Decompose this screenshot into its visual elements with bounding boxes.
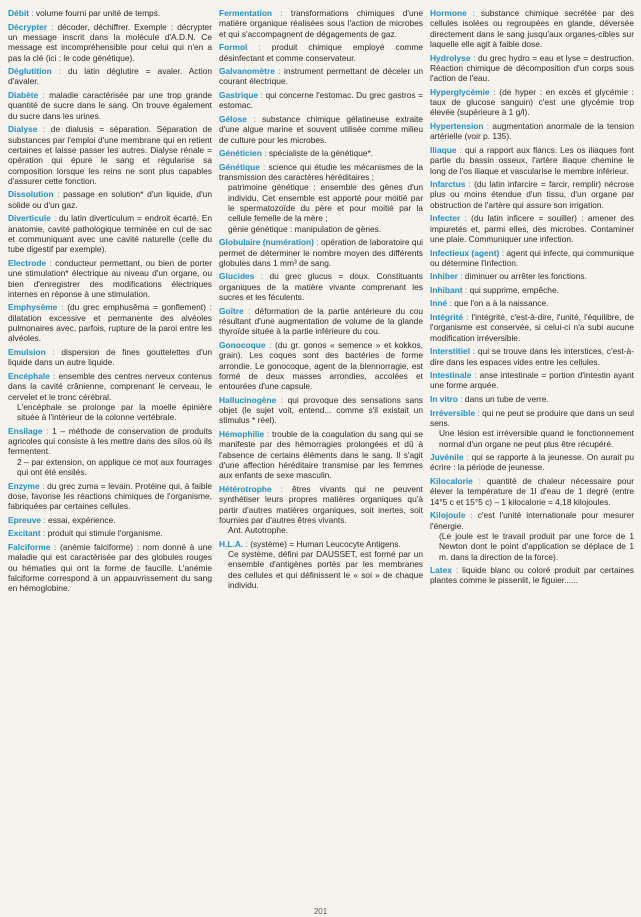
glossary-entry — [219, 484, 423, 536]
entry-term: Goître — [219, 305, 244, 316]
entry-definition: (du latin infarcire = farcir, remplir) nécrose plus ou moins étendue d'un tissu, d'un organe par obstruction de l'artère qui assure son irrigation. — [430, 179, 634, 210]
glossary-entry — [8, 528, 212, 538]
entry-separator: : — [49, 370, 59, 381]
entry-separator: : — [463, 312, 472, 322]
entry-term: Encéphale — [8, 370, 50, 381]
entry-first-line — [8, 90, 212, 121]
entry-first-line — [430, 370, 634, 391]
entry-definition: produit qui stimule l'organisme. — [47, 528, 163, 539]
entry-separator: : — [50, 213, 59, 224]
entry-first-line — [219, 271, 423, 302]
entry-first-line — [219, 340, 423, 392]
entry-definition: trouble de la coagulation du sang qui se manifeste par des hémorragies prolongées et dû à l'absence de certains éléments dans le sang. Il s'agit d'une affection héréditaire transmise par les femmes aux enfants de sexe masculin. — [219, 428, 423, 481]
entry-definition: décoder, déchiffrer. Exemple : décrypter un message inscrit dans la molécule d'A.D.N. Ce message est incompréhensible pour celui qui n'en a pas la clé (ici : le code génétique). — [8, 21, 212, 63]
entry-definition: substance chimique secrétée par des cellules isolées ou regroupées en glande, déversée directement dans le sang jusqu'aux organes-cibles sur laquelle elle agit à faible dose. — [430, 8, 634, 50]
entry-definition: l'intégrité, c'est-à-dire, l'unité, l'équilibre, de l'organisme est conservée, si celui-ci n'a subi aucune modification irréversible. — [430, 312, 634, 343]
entry-first-line — [8, 542, 212, 594]
entry-separator: : — [457, 393, 465, 404]
glossary-entry — [430, 248, 634, 269]
glossary-entry — [430, 346, 634, 367]
entry-separator: : — [466, 8, 481, 18]
entry-definition: volume fourni par unité de temps. — [35, 8, 161, 18]
entry-term: Falciforme — [8, 541, 51, 552]
glossary-entry — [219, 148, 423, 158]
entry-continuation — [430, 428, 634, 449]
entry-first-line — [8, 481, 212, 512]
glossary-entry — [219, 237, 423, 268]
glossary-entry — [8, 371, 212, 423]
glossary-entry — [8, 347, 212, 368]
entry-term: Décrypter — [8, 21, 48, 32]
entry-separator: : — [38, 89, 50, 100]
entry-separator: : — [313, 237, 321, 248]
entry-separator: : — [465, 510, 478, 521]
entry-first-line — [219, 162, 423, 183]
entry-term: Irréversible — [430, 407, 476, 418]
entry-definition: L'encéphale se prolonge par la moelle épinière située à l'intérieur de la colonne vertébrale. — [17, 401, 212, 423]
entry-term: Emulsion — [8, 347, 46, 357]
entry-separator: : — [42, 425, 53, 436]
entry-term: Kilojoule — [430, 510, 466, 521]
glossary-entry — [219, 162, 423, 234]
entry-term: Hyperglycémie — [430, 86, 490, 97]
entry-definition: 2 – par extension, on applique ce mot aux fourrages qui ont été ensilés. — [17, 456, 212, 478]
entry-term: Intestinale — [430, 370, 472, 381]
entry-separator: : — [460, 213, 472, 224]
entry-term: Latex — [430, 565, 452, 576]
entry-term: Ensilage — [8, 425, 43, 436]
entry-term: Enzyme — [8, 480, 40, 491]
entry-first-line — [8, 302, 212, 343]
entry-separator: : — [37, 124, 51, 135]
glossary-entry — [8, 124, 212, 186]
glossary-entry — [8, 90, 212, 121]
entry-first-line — [8, 515, 212, 525]
entry-definition: qui ne peut se produire que dans un seul sens. — [430, 407, 634, 428]
entry-first-line — [8, 189, 212, 210]
entry-term: Fermentation — [219, 8, 273, 18]
entry-term: Débit — [8, 8, 29, 18]
glossary-entry — [8, 213, 212, 254]
glossary-entry — [430, 394, 634, 404]
entry-definition: (Le joule est le travail produit par une force de 1 Newton dont le point d'application se déplace de 1 m. dans la direction de la force). — [439, 530, 634, 562]
entry-first-line — [430, 285, 634, 295]
glossary-entry — [219, 90, 423, 111]
entry-separator: : — [272, 8, 291, 18]
entry-first-line — [219, 429, 423, 481]
glossary-entry — [8, 302, 212, 343]
entry-separator: : — [40, 528, 48, 539]
entry-separator: : — [258, 89, 266, 100]
entry-term: Gastrique — [219, 89, 259, 100]
entry-term: Généticien — [219, 148, 262, 159]
entry-first-line — [8, 258, 212, 299]
glossary-entry — [219, 340, 423, 392]
entry-definition: (système) = Human Leucocyte Antigens. — [250, 538, 401, 549]
entry-first-line — [430, 271, 634, 281]
entry-definition: qui se trouve dans les interstices, c'est-à-dire dans les espaces vides entre les cellules. — [430, 346, 634, 367]
glossary-column-2 — [219, 8, 423, 908]
entry-separator: : — [489, 86, 500, 97]
glossary-entry — [219, 114, 423, 145]
entry-term: Inné — [430, 298, 448, 309]
entry-term: Inhibant — [430, 284, 463, 295]
entry-first-line — [219, 42, 423, 63]
entry-term: Infarctus — [430, 179, 466, 190]
entry-term: Juvénile — [430, 452, 464, 463]
glossary-entry — [430, 53, 634, 84]
entry-definition: liquide blanc ou coloré produit par certaines plantes comme le pissenlit, le figuier...... — [430, 565, 634, 586]
entry-separator: : — [246, 113, 262, 124]
entry-separator: : — [261, 148, 269, 159]
entry-definition: qui se rapporte à la jeunesse. On aurait pu écrire : la période de jeunesse. — [430, 452, 634, 473]
entry-separator: : — [50, 541, 61, 552]
entry-definition: conducteur permettant, ou bien de porter une stimulation* électrique au niveau d'un organe, ou bien d'enregistrer des modifications électriques internes en réponse à une stimulation. — [8, 257, 212, 299]
entry-definition: du grec glucus = doux. Constituants organiques de la matière vivante comprenant les sucres et les féculents. — [219, 271, 423, 303]
entry-separator: : — [243, 538, 251, 549]
entry-first-line — [430, 394, 634, 404]
entry-first-line — [430, 121, 634, 142]
entry-term: Génétique — [219, 161, 260, 172]
entry-definition: 1 – méthode de conservation de produits agricoles qui consiste à les mettre dans des silos où ils fermentent. — [8, 425, 212, 457]
entry-first-line — [430, 179, 634, 210]
entry-separator: : — [28, 8, 36, 18]
glossary-entry — [8, 8, 212, 18]
entry-separator: : — [247, 42, 272, 53]
entry-separator: : — [39, 480, 48, 491]
glossary-entry — [219, 271, 423, 302]
entry-separator: : — [470, 52, 478, 63]
glossary-entry — [219, 306, 423, 337]
entry-definition: déformation de la partie antérieure du cou résultant d'une augmentation de volume de la glande thyroïde située à la partie inférieure du cou. — [219, 305, 423, 337]
entry-definition: diminuer ou arrêter les fonctions. — [464, 271, 587, 282]
entry-definition: Ce système, défini par DAUSSET, est formé par un ensemble d'antigènes portés par les membranes des cellules et qui définissent le « soi » de chaque individu. — [228, 549, 423, 591]
entry-term: Infectieux (agent) — [430, 247, 500, 258]
entry-first-line — [8, 22, 212, 63]
entry-term: Gonocoque — [219, 339, 266, 350]
entry-term: Excitant — [8, 528, 41, 539]
entry-term: Hallucinogène — [219, 394, 277, 405]
entry-definition: c'est l'unité internationale pour mesurer l'énergie. — [430, 510, 634, 531]
entry-definition: qui a rapport aux flancs. Les os iliaques font partie du bassin osseux, l'artère iliaque chemine le long de l'os iliaque et vascularise le membre inférieur. — [430, 144, 634, 176]
entry-first-line — [219, 237, 423, 268]
entry-first-line — [430, 53, 634, 84]
entry-separator: : — [57, 302, 68, 313]
entry-definition: du grec zuma = levain. Protéine qui, à faible dose, favorise les réactions chimiques de l'organisme, fabriquées par certaines cellules. — [8, 480, 212, 512]
entry-first-line — [219, 114, 423, 145]
entry-definition: essai, expérience. — [48, 514, 116, 525]
entry-continuation — [219, 224, 423, 234]
entry-first-line — [430, 476, 634, 507]
entry-separator: : — [457, 271, 465, 282]
entry-first-line — [430, 346, 634, 367]
glossary-column-3 — [430, 8, 634, 908]
entry-definition: substance chimique gélatineuse extraite d'une algue marine et souvent utilisée comme milieu de culture pour les microbes. — [219, 113, 423, 145]
entry-continuation — [219, 525, 423, 535]
entry-term: Formol — [219, 42, 248, 53]
entry-first-line — [430, 298, 634, 308]
glossary-entry — [430, 87, 634, 118]
entry-separator: : — [465, 179, 475, 190]
entry-first-line — [8, 528, 212, 538]
entry-term: Epreuve — [8, 514, 42, 525]
entry-separator: : — [470, 346, 478, 357]
entry-definition: de dialusis = séparation. Séparation de substances par l'emploi d'une membrane qui en retient certaines et laisse passer les autres. Dialyse rénale = opération qui épure le sang et régularise sa composition lorsque les reins ne sont plus capables d'assurer cette fonction. — [8, 124, 212, 186]
entry-separator: : — [46, 257, 56, 268]
entry-first-line — [430, 248, 634, 269]
entry-definition: que l'on a à la naissance. — [454, 298, 549, 309]
entry-definition: spécialiste de la génétique*. — [268, 148, 374, 159]
entry-definition: patrimoine génétique : ensemble des gènes d'un individu. Cet ensemble est apporté pour moitié par le spermatozoïde du père et pour moitié par la cellule femelle de la mère ; — [228, 182, 423, 224]
entry-first-line — [430, 452, 634, 473]
entry-definition: agent qui infecte, qui communique ou détermine l'infection. — [430, 247, 634, 268]
entry-term: Hydrolyse — [430, 52, 471, 63]
entry-term: Dialyse — [8, 124, 38, 135]
entry-definition: passage en solution* d'un liquide, d'un solide ou d'un gaz. — [8, 189, 212, 210]
entry-separator: : — [254, 271, 270, 282]
glossary-entry — [430, 121, 634, 142]
entry-definition: génie génétique : manipulation de gènes. — [228, 223, 382, 234]
entry-term: Interstitiel — [430, 346, 471, 357]
entry-term: H.L.A. — [219, 538, 244, 549]
entry-separator: : — [499, 247, 507, 258]
entry-first-line — [219, 66, 423, 87]
entry-definition: qui supprime, empêche. — [469, 284, 559, 295]
glossary-entry — [430, 565, 634, 586]
glossary-entry — [219, 8, 423, 39]
entry-first-line — [430, 565, 634, 586]
entry-first-line — [219, 90, 423, 111]
entry-definition: ensemble des centres nerveux contenus dans la cavité crânienne, comprenant le cerveau, le cervelet et le tronc cérébral. — [8, 370, 212, 402]
glossary-entry — [219, 539, 423, 591]
entry-first-line — [430, 312, 634, 343]
entry-separator: : — [463, 452, 472, 463]
entry-continuation — [8, 402, 212, 423]
entry-term: Globulaire (numération) — [219, 237, 314, 248]
entry-separator: : — [51, 66, 68, 77]
entry-separator: : — [274, 66, 285, 77]
entry-continuation — [219, 182, 423, 223]
entry-separator: : — [264, 428, 272, 439]
glossary-entry — [430, 145, 634, 176]
glossary-entry — [8, 515, 212, 525]
entry-term: Hypertension — [430, 121, 484, 131]
entry-definition: opération de laboratoire qui permet de déterminer le nombre moyen des différents globules dans 1 mm³ de sang. — [219, 237, 423, 268]
entry-definition: instrument permettant de déceler un courant électrique. — [219, 66, 423, 87]
entry-separator: : — [471, 370, 480, 381]
entry-separator: : — [462, 284, 470, 295]
entry-separator: : — [451, 565, 463, 576]
entry-separator: : — [259, 161, 269, 172]
entry-first-line — [219, 148, 423, 158]
entry-first-line — [8, 66, 212, 87]
glossary-entry — [430, 510, 634, 562]
entry-term: Emphysème — [8, 302, 58, 313]
glossary-entry — [430, 408, 634, 449]
glossary-entry — [430, 285, 634, 295]
entry-term: Hétérotrophe — [219, 483, 272, 494]
entry-term: Infecter — [430, 213, 461, 224]
entry-definition: du grec hydro = eau et lyse = destruction. Réaction chimique de décomposition d'un corps sous l'action de l'eau. — [430, 52, 634, 84]
glossary-entry — [8, 481, 212, 512]
entry-first-line — [430, 510, 634, 531]
glossary-columns — [8, 8, 635, 908]
entry-term: Gélose — [219, 113, 247, 124]
entry-term: Kilocalorie — [430, 475, 473, 486]
glossary-entry — [8, 66, 212, 87]
entry-definition: (anémie falciforme) : nom donné à une maladie qui est caractérisée par des globules rouges ou hématies qui ont la forme de faucille. L'anémie falciforme correspond à un appauvrissement du sang en hémoglobine. — [8, 541, 212, 594]
entry-separator: : — [53, 189, 64, 200]
entry-separator: : — [475, 407, 483, 418]
glossary-column-1 — [8, 8, 212, 908]
entry-continuation — [219, 549, 423, 590]
entry-term: Déglutition — [8, 66, 52, 77]
entry-term: Iliaque — [430, 144, 457, 155]
entry-term: Intégrité — [430, 312, 464, 322]
glossary-entry — [8, 189, 212, 210]
entry-term: Hémophilie — [219, 428, 265, 439]
entry-separator: : — [447, 298, 455, 309]
entry-continuation — [430, 531, 634, 562]
entry-first-line — [219, 8, 423, 39]
entry-term: Diabète — [8, 89, 39, 100]
entry-continuation — [8, 457, 212, 478]
entry-definition: transformations chimiques d'une matière organique réalisées sous l'action de microbes et qui s'accompagnent de dégagements de gaz. — [219, 8, 423, 39]
entry-first-line — [219, 395, 423, 426]
entry-separator: : — [483, 121, 493, 131]
entry-definition: (du gr. gonos « semence » et kokkos, grain). Les coques sont des bactéries de forme arrondie. Le gonocoque, agent de la blennorragie, est formé de deux masses arrondies, accolées et entourées d'une capsule. — [219, 339, 423, 392]
glossary-entry — [8, 426, 212, 478]
entry-definition: (de hyper : en excès et glycémie : taux de glucose sanguin) c'est une glycémie trop élevée (supérieure à 1 g/l). — [430, 86, 634, 118]
entry-separator: : — [472, 475, 487, 486]
entry-definition: du latin déglutire = avaler. Action d'avaler. — [8, 66, 212, 87]
glossary-entry — [430, 370, 634, 391]
entry-separator: : — [456, 144, 465, 155]
entry-first-line — [219, 306, 423, 337]
entry-definition: augmentation anormale de la tension artérielle (voir p. 135). — [430, 121, 634, 142]
entry-first-line — [8, 371, 212, 402]
page-number: 201 — [313, 907, 328, 916]
entry-definition: science qui étudie les mécanismes de la transmission des caractères héréditaires ; — [219, 161, 423, 182]
entry-definition: du latin diverticulum = endroit écarté. En anatomie, cavité pathologique terminée en cul de sac et communiquant avec une cavité naturelle (celle du tube digestif par exemple). — [8, 213, 212, 255]
entry-definition: Une lésion est irréversible quand le fonctionnement normal d'un organe ne peut plus être récupéré. — [439, 428, 634, 449]
entry-first-line — [430, 145, 634, 176]
entry-separator: : — [265, 339, 276, 350]
glossary-entry — [430, 179, 634, 210]
glossary-entry — [430, 452, 634, 473]
glossary-entry — [430, 298, 634, 308]
entry-definition: produit chimique employé comme désinfectant et comme conservateur. — [219, 42, 423, 63]
entry-definition: maladie caractérisée par une trop grande quantité de sucre dans le sang. On trouve également du sucre dans les urines. — [8, 89, 212, 121]
entry-term: Diverticule — [8, 213, 51, 224]
entry-separator: : — [45, 347, 62, 357]
entry-definition: qui concerne l'estomac. Du grec gastros = estomac. — [219, 89, 423, 111]
glossary-entry — [430, 476, 634, 507]
entry-first-line — [219, 539, 423, 549]
entry-separator: : — [276, 394, 288, 405]
entry-term: Galvanomètre — [219, 66, 275, 77]
glossary-entry — [8, 258, 212, 299]
glossary-entry — [8, 542, 212, 594]
glossary-entry — [219, 395, 423, 426]
entry-definition: quantité de chaleur nécessaire pour élever la température de 1l d'eau de 1 degré (entre 14°5 c et 15°5 c) – 1 kilocalorie = 4,18 kilojoules. — [430, 475, 634, 507]
glossary-entry — [430, 312, 634, 343]
entry-definition: (du latin inficere = souiller) : amener des impuretés et, parmi elles, des microbes. Contaminer une plaie. Communiquer une infection. — [430, 213, 634, 244]
entry-definition: dispersion de fines gouttelettes d'un liquide dans un autre liquide. — [8, 347, 212, 368]
entry-term: Glucides — [219, 271, 255, 282]
entry-definition: êtres vivants qui ne peuvent synthétiser leurs propres matières organiques qu'à partir d'autres matières organiques, soit inertes, soit fournies par d'autres êtres vivants. — [219, 483, 423, 525]
entry-term: Dissolution — [8, 189, 54, 200]
entry-separator: : — [47, 21, 58, 32]
entry-definition: anse intestinale = portion d'intestin ayant une forme arquée. — [430, 370, 634, 391]
entry-first-line — [219, 484, 423, 525]
entry-first-line — [430, 87, 634, 118]
entry-first-line — [8, 347, 212, 368]
entry-definition: Ant. Autotrophe. — [228, 525, 289, 536]
entry-definition: qui provoque des sensations sans objet (le sujet voit, entend... comme s'il existait un stimulus * réel). — [219, 394, 423, 426]
glossary-entry — [8, 22, 212, 63]
glossary-entry — [430, 271, 634, 281]
entry-first-line — [430, 213, 634, 244]
entry-separator: : — [271, 483, 292, 494]
glossary-entry — [430, 8, 634, 49]
entry-term: In vitro — [430, 393, 458, 404]
entry-term: Inhiber — [430, 271, 458, 282]
entry-separator: : — [243, 305, 255, 316]
entry-first-line — [8, 426, 212, 457]
entry-definition: dans un tube de verre. — [464, 393, 549, 404]
entry-first-line — [430, 8, 634, 49]
glossary-entry — [219, 429, 423, 481]
entry-first-line — [8, 124, 212, 186]
entry-first-line — [8, 8, 212, 18]
entry-term: Electrode — [8, 257, 47, 268]
entry-first-line — [430, 408, 634, 429]
glossary-entry — [430, 213, 634, 244]
glossary-entry — [219, 42, 423, 63]
entry-definition: (du grec emphusêma = gonflement) : dilatation excessive et permanente des alvéoles pulmonaires avec, parfois, rupture de la paroi entre les alvéoles. — [8, 302, 212, 344]
entry-separator: : — [41, 514, 49, 525]
entry-term: Hormone — [430, 8, 467, 18]
glossary-entry — [219, 66, 423, 87]
entry-first-line — [8, 213, 212, 254]
